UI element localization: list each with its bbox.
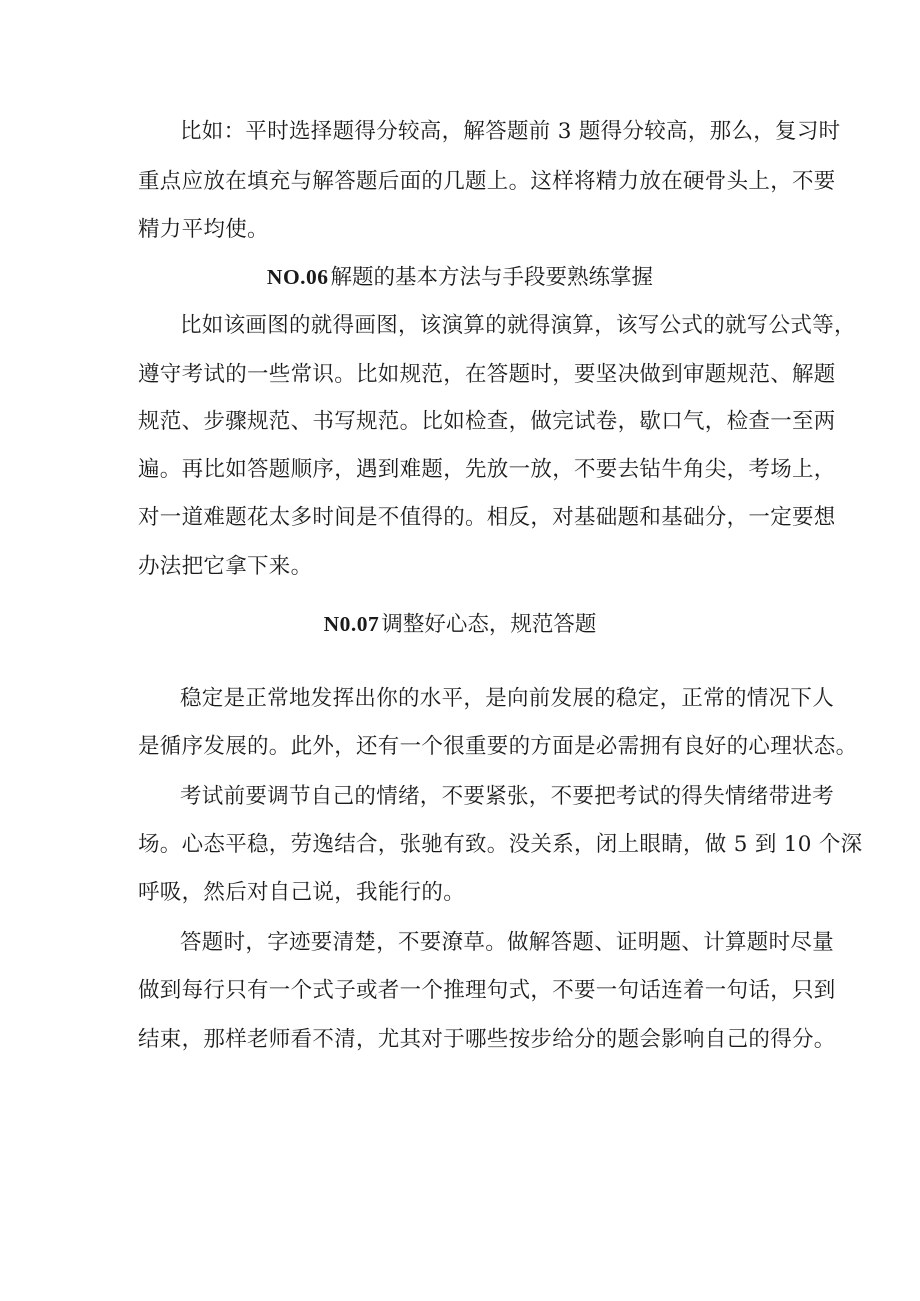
paragraph-line: 场。心态平稳，劳逸结合，张驰有致。没关系，闭上眼睛，做 5 到 10 个深 bbox=[138, 832, 863, 857]
paragraph-line: 做到每行只有一个式子或者一个推理句式，不要一句话连着一句话，只到 bbox=[138, 978, 836, 1003]
paragraph-line: 比如：平时选择题得分较高，解答题前 3 题得分较高，那么，复习时 bbox=[180, 119, 841, 144]
paragraph-line: 呼吸，然后对自己说，我能行的。 bbox=[138, 880, 466, 905]
paragraph-line: 对一道难题花太多时间是不值得的。相反，对基础题和基础分，一定要想 bbox=[138, 505, 836, 530]
paragraph-line: 比如该画图的就得画图，该演算的就得演算，该写公式的就写公式等， bbox=[180, 313, 856, 338]
heading-number: N0.07 bbox=[323, 612, 380, 636]
paragraph-line: 办法把它拿下来。 bbox=[138, 554, 313, 579]
section-heading-06 bbox=[0, 263, 920, 292]
paragraph-line: 是循序发展的。此外，还有一个很重要的方面是必需拥有良好的心理状态。 bbox=[138, 734, 858, 759]
heading-number: NO.06 bbox=[266, 265, 329, 289]
paragraph-line: 答题时，字迹要清楚，不要潦草。做解答题、证明题、计算题时尽量 bbox=[180, 930, 835, 955]
paragraph-line: 稳定是正常地发挥出你的水平，是向前发展的稳定，正常的情况下人 bbox=[180, 686, 835, 711]
paragraph-line: 精力平均使。 bbox=[138, 217, 269, 242]
paragraph-line: 结束，那样老师看不清，尤其对于哪些按步给分的题会影响自己的得分。 bbox=[138, 1027, 836, 1052]
paragraph-line: 重点应放在填充与解答题后面的几题上。这样将精力放在硬骨头上，不要 bbox=[138, 169, 836, 194]
heading-title: 解题的基本方法与手段要熟练掌握 bbox=[330, 265, 654, 290]
paragraph-line: 遵守考试的一些常识。比如规范，在答题时，要坚决做到审题规范、解题 bbox=[138, 362, 836, 387]
paragraph-line: 考试前要调节自己的情绪，不要紧张，不要把考试的得失情绪带进考 bbox=[180, 784, 835, 809]
heading-title: 调整好心态，规范答题 bbox=[381, 612, 597, 637]
paragraph-line: 规范、步骤规范、书写规范。比如检查，做完试卷，歇口气，检查一至两 bbox=[138, 409, 836, 434]
paragraph-line: 遍。再比如答题顺序，遇到难题，先放一放，不要去钻牛角尖，考场上， bbox=[138, 457, 836, 482]
section-heading-07 bbox=[0, 610, 920, 639]
